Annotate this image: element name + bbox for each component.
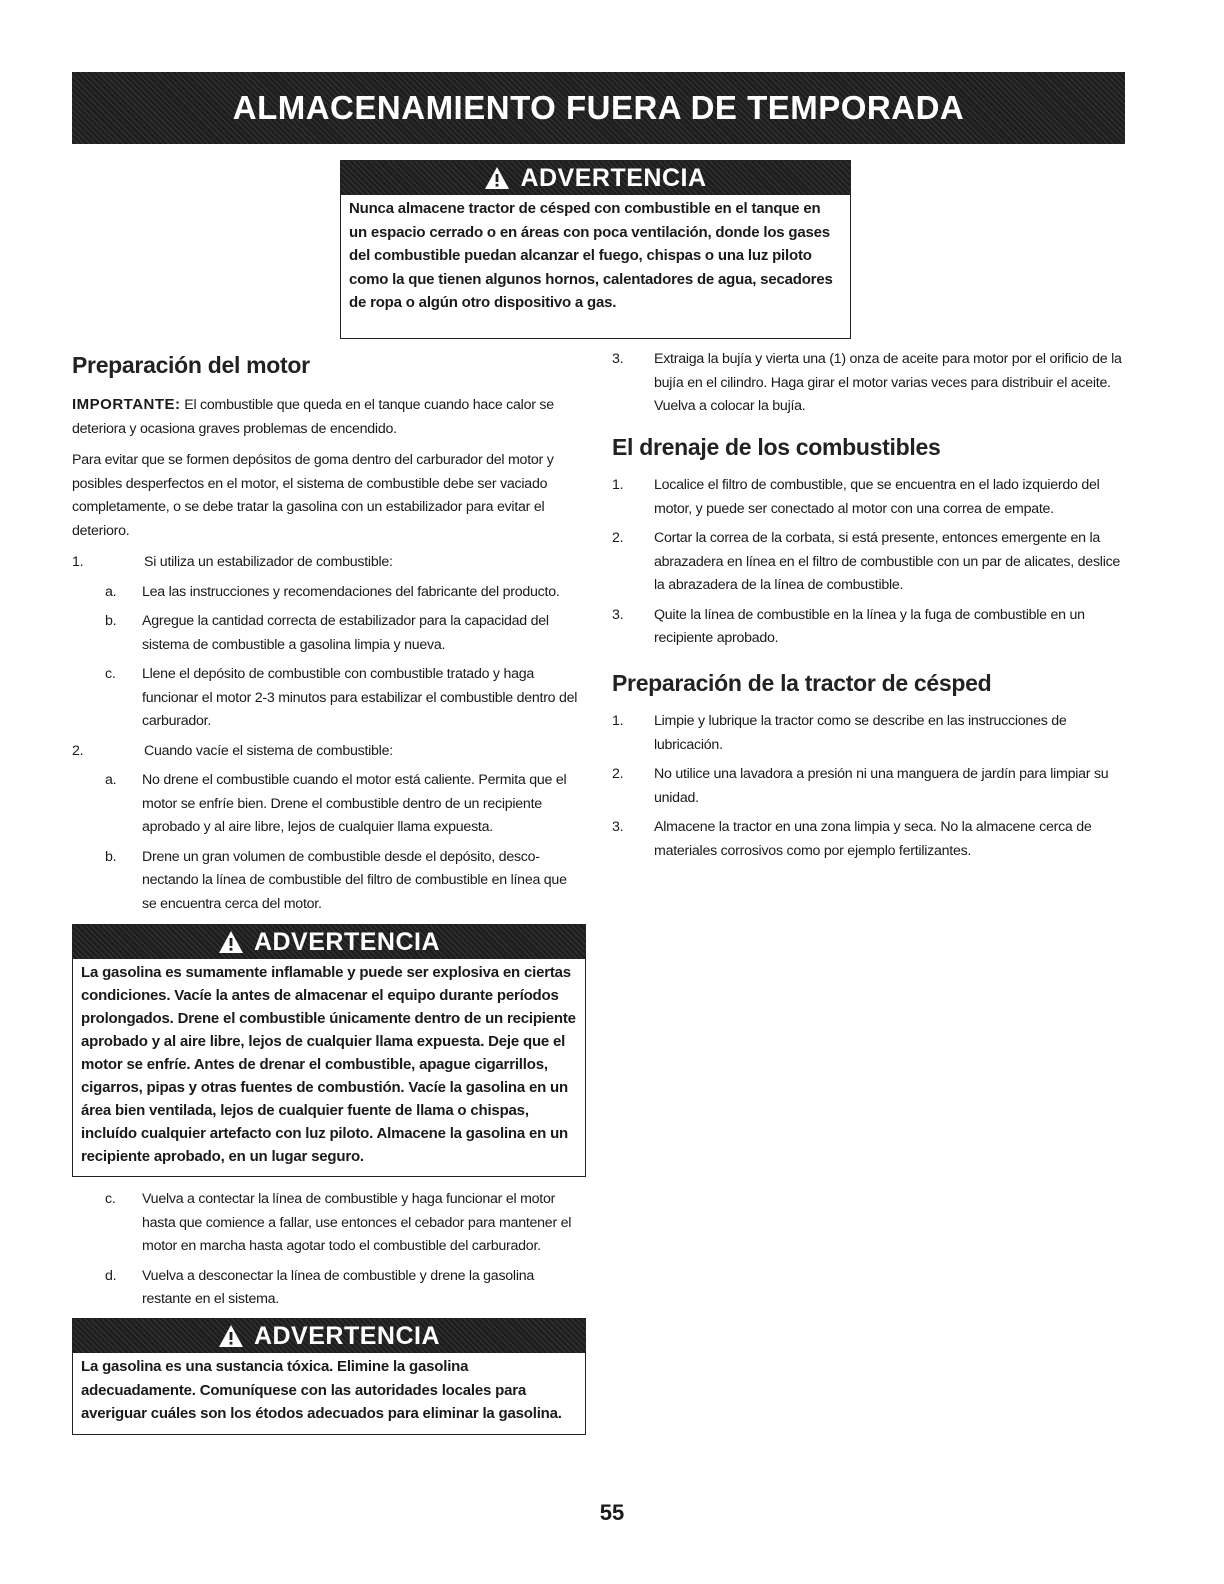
section-heading-tractor: Preparación de la tractor de césped xyxy=(612,670,992,696)
important-text: El combustible que queda en el tanque cuando hace calor se deteriora y ocasiona graves problemas de encendido. xyxy=(72,397,554,437)
list-item xyxy=(612,604,1124,651)
section-heading-drain: El drenaje de los combustibles xyxy=(612,434,941,460)
warning-triangle-icon xyxy=(218,1324,244,1348)
list-number: 1. xyxy=(72,554,84,570)
warning-header xyxy=(341,161,850,195)
list-number: 3. xyxy=(612,606,624,623)
warning-title: ADVERTENCIA xyxy=(253,1321,441,1350)
left-column-upper xyxy=(72,393,582,922)
list-item xyxy=(612,710,1124,757)
section-heading-motor: Preparación del motor xyxy=(72,352,310,378)
list-item xyxy=(612,763,1124,810)
list-text: No utilice una lavadora a presión ni una manguera de jardín para limpiar su unidad. xyxy=(654,766,1109,806)
page-number: 55 xyxy=(599,1500,625,1525)
list-number: 1. xyxy=(612,713,624,729)
right-column-item3 xyxy=(612,348,1124,425)
list-letter: b. xyxy=(105,613,117,629)
list-item xyxy=(612,816,1124,863)
important-label: IMPORTANTE: xyxy=(72,396,181,413)
list-text: Almacene la tractor en una zona limpia y seca. No la almacene cerca de materiales corrosivos como por ejemplo fertilizantes. xyxy=(654,819,1092,859)
warning-title: ADVERTENCIA xyxy=(253,927,441,956)
list-number: 1. xyxy=(612,477,624,493)
warning-title: ADVERTENCIA xyxy=(520,163,707,192)
list-number: 3. xyxy=(612,819,624,835)
list-item xyxy=(72,846,582,917)
list-number: 2. xyxy=(72,742,84,759)
warning-triangle-icon xyxy=(218,930,244,954)
list-letter: d. xyxy=(105,1267,117,1284)
list-text: Lea las instrucciones y recomendaciones del fabricante del producto. xyxy=(142,583,560,600)
list-text: Agregue la cantidad correcta de estabilizador para la capacidad del sistema de combustible a gasolina limpia y nueva. xyxy=(142,613,549,653)
list-text: Limpie y lubrique la tractor como se describe en las instrucciones de lubricación. xyxy=(654,713,1067,753)
warning-box-top xyxy=(340,160,851,339)
list-text: Cuando vacíe el sistema de combustible: xyxy=(144,742,393,759)
motor-paragraph: Para evitar que se formen depósitos de goma dentro del carburador del motor y posibles desperfectos en el motor, el sistema de combustible debe ser vaciado completamente, o se debe tratar la gasolina con un estabilizador para evitar el deterioro. xyxy=(72,452,554,539)
list-item xyxy=(72,551,582,575)
important-note xyxy=(72,393,582,441)
list-item xyxy=(72,1265,582,1312)
list-item xyxy=(72,769,582,840)
list-item xyxy=(72,663,582,734)
tractor-list xyxy=(612,710,1124,869)
list-item xyxy=(612,348,1124,419)
list-text: Vuelva a desconectar la línea de combustible y drene la gasolina restante en el sistema. xyxy=(142,1267,535,1307)
list-number: 2. xyxy=(612,766,624,782)
list-text: Extraiga la bujía y vierta una (1) onza de aceite para motor por el orificio de la bujía en el cilindro. Haga girar el motor varias veces para distribuir el aceite. Vuelva a colocar la bujía. xyxy=(654,351,1122,414)
list-text: Llene el depósito de combustible con combustible tratado y haga funcionar el motor 2-3 minutos para estabilizar el combustible dentro del carburador. xyxy=(142,666,578,729)
warning-header xyxy=(73,1319,585,1353)
list-number: 3. xyxy=(612,351,624,367)
warning-header xyxy=(73,925,585,959)
warning-text: Nunca almacene tractor de césped con combustible en el tanque en un espacio cerrado o en áreas con poca ventilación, donde los gases del combustible puedan alcanzar el fuego, chispas o una luz piloto como la que tienen algunos hornos, calentadores de agua, secadores de ropa o algún otro dispositivo a gas. xyxy=(349,200,833,311)
warning-box-middle xyxy=(72,924,586,1177)
list-item xyxy=(72,610,582,657)
list-text: Drene un gran volumen de combustible desde el depósito, desco-nectando la línea de combustible del filtro de combustible en línea que se encuentra cerca del motor. xyxy=(142,848,567,912)
list-text: Cortar la correa de la corbata, si está presente, entonces emergente en la abrazadera en línea en el filtro de combustible con un par de alicates, deslice la abrazadera de la línea de combustible. xyxy=(654,530,1121,593)
list-letter: a. xyxy=(105,583,117,600)
list-letter: a. xyxy=(105,772,117,788)
warning-text: La gasolina es una sustancia tóxica. Elimine la gasolina adecuadamente. Comuníquese con las autoridades locales para averiguar cuáles son los étodos adecuados para eliminar la gasolina. xyxy=(81,1358,562,1422)
warning-triangle-icon xyxy=(484,166,510,190)
drain-list xyxy=(612,474,1124,657)
list-item xyxy=(612,527,1124,598)
warning-text: La gasolina es sumamente inflamable y puede ser explosiva en ciertas condiciones. Vacíe la antes de almacenar el equipo durante períodos prolongados. Drene el combustible únicamente dentro de un recipiente aprobado y al aire libre, lejos de cualquier llama expuesta. Deje que el motor se enfríe. Antes de drenar el combustible, apague cigarrillos, cigarros, pipas y otras fuentes de combustión. Vacíe la gasolina en un área bien ventilada, lejos de cualquier fuente de llama o chispas, incluído cualquier artefacto con luz piloto. Almacene la gasolina en un recipiente aprobado, en un lugar seguro. xyxy=(81,964,576,1165)
list-item xyxy=(72,740,582,764)
page-title: ALMACENAMIENTO FUERA DE TEMPORADA xyxy=(232,89,965,126)
list-text: Quite la línea de combustible en la línea y la fuga de combustible en un recipiente aprobado. xyxy=(654,606,1085,646)
list-item xyxy=(612,474,1124,521)
list-letter: c. xyxy=(105,666,116,682)
list-text: No drene el combustible cuando el motor está caliente. Permita que el motor se enfríe bien. Drene el combustible dentro de un recipiente aprobado y al aire libre, lejos de cualquier llama expuesta. xyxy=(142,772,567,835)
list-item xyxy=(72,581,582,605)
list-letter: b. xyxy=(105,848,117,865)
warning-box-bottom xyxy=(72,1318,586,1435)
list-text: Si utiliza un estabilizador de combustible: xyxy=(144,554,393,570)
list-number: 2. xyxy=(612,530,624,546)
list-item xyxy=(72,1188,582,1259)
page-banner xyxy=(72,72,1125,144)
list-letter: c. xyxy=(105,1191,116,1207)
left-column-lower xyxy=(72,1188,582,1318)
list-text: Vuelva a contectar la línea de combustible y haga funcionar el motor hasta que comience a fallar, use entonces el cebador para mantener el motor en marcha hasta agotar todo el combustible del carburador. xyxy=(142,1191,572,1254)
list-text: Localice el filtro de combustible, que se encuentra en el lado izquierdo del motor, y puede ser conectado al motor con una correa de empate. xyxy=(654,477,1100,517)
